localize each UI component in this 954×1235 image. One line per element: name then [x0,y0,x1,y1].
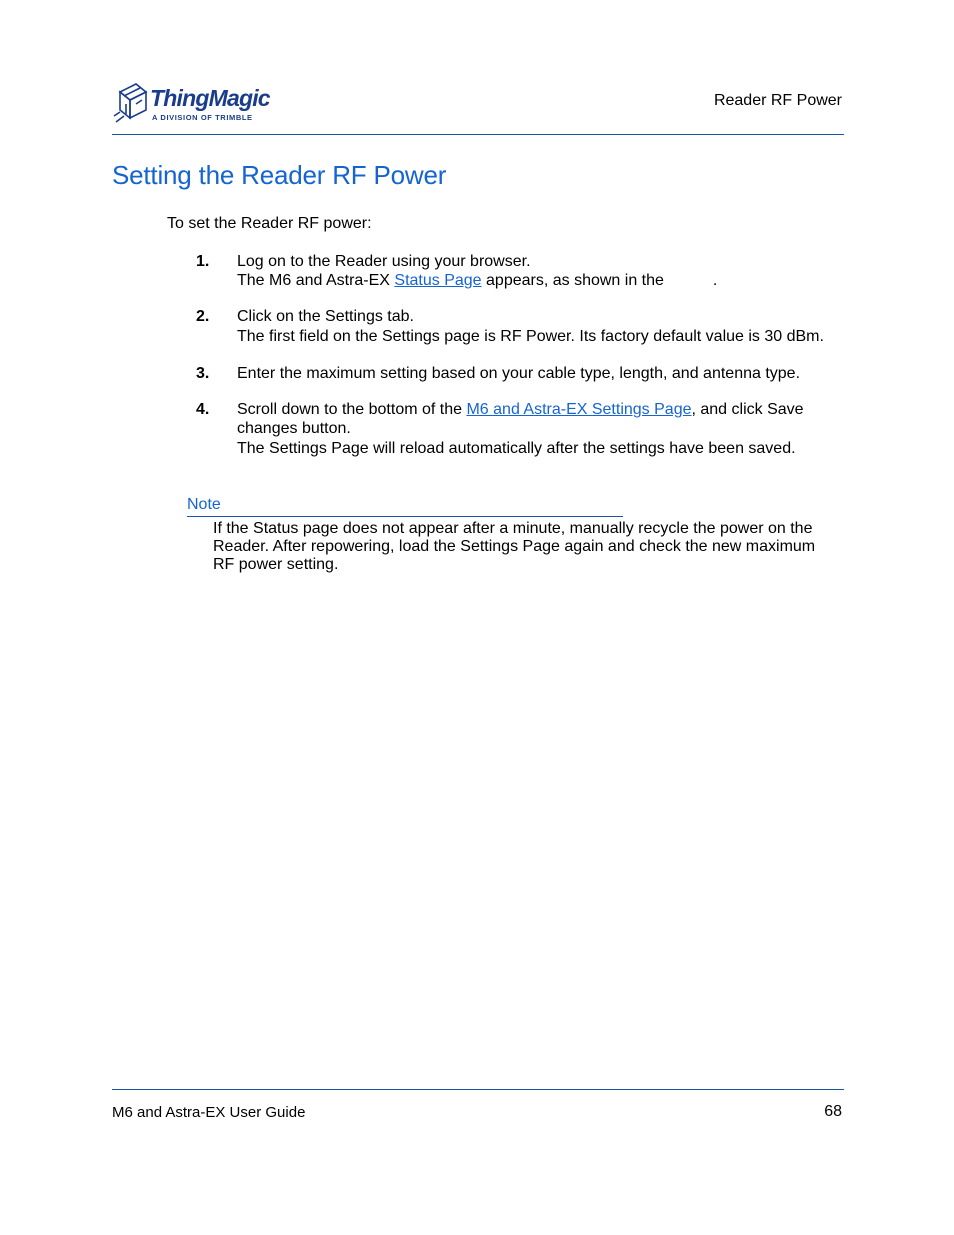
header-section-title: Reader RF Power [713,92,842,109]
steps-list [196,252,844,475]
step-number: 2. [196,308,210,325]
header-divider [112,134,844,135]
step-number: 1. [196,253,210,270]
step-text: Enter the maximum setting based on your cable type, length, and antenna type. [237,365,801,382]
step-text-part: , and click Save changes button. [237,401,804,437]
step-text: Click on the Settings tab. [237,308,414,325]
step-text: Log on to the Reader using your browser. [237,253,531,270]
footer-guide-title: M6 and Astra-EX User Guide [112,1104,306,1121]
intro-text: To set the Reader RF power: [167,215,372,232]
step-4 [196,400,844,458]
status-page-link[interactable]: Status Page [394,272,482,289]
step-3 [196,364,844,383]
note-divider [187,516,623,517]
note-text: If the Status page does not appear after a minute, manually recycle the power on the Reader. After repowering, load the Settings Page again and check the new maximum RF power setting. [213,520,816,573]
logo-tagline-text: A DIVISION OF TRIMBLE [152,113,253,122]
step-number: 4. [196,401,210,418]
note-label: Note [187,496,221,513]
page-title: Setting the Reader RF Power [112,160,447,190]
step-detail [237,271,844,290]
thingmagic-logo-icon [112,78,282,130]
step-number: 3. [196,365,210,382]
thingmagic-logo [112,78,282,130]
page-number: 68 [824,1103,842,1120]
step-detail: The Settings Page will reload automatically after the settings have been saved. [237,440,796,457]
footer-divider [112,1089,844,1090]
step-detail: The first field on the Settings page is RF Power. Its factory default value is 30 dBm. [237,328,824,345]
step-detail-text: appears, as shown in the . [481,272,718,289]
step-text-part: Scroll down to the bottom of the [237,401,467,418]
settings-page-link[interactable]: M6 and Astra-EX Settings Page [466,401,692,418]
step-detail-text: The M6 and Astra-EX [237,272,395,289]
step-text [237,400,844,438]
logo-brand-text: ThingMagic [150,85,270,111]
step-2 [196,307,844,346]
step-1 [196,252,844,290]
